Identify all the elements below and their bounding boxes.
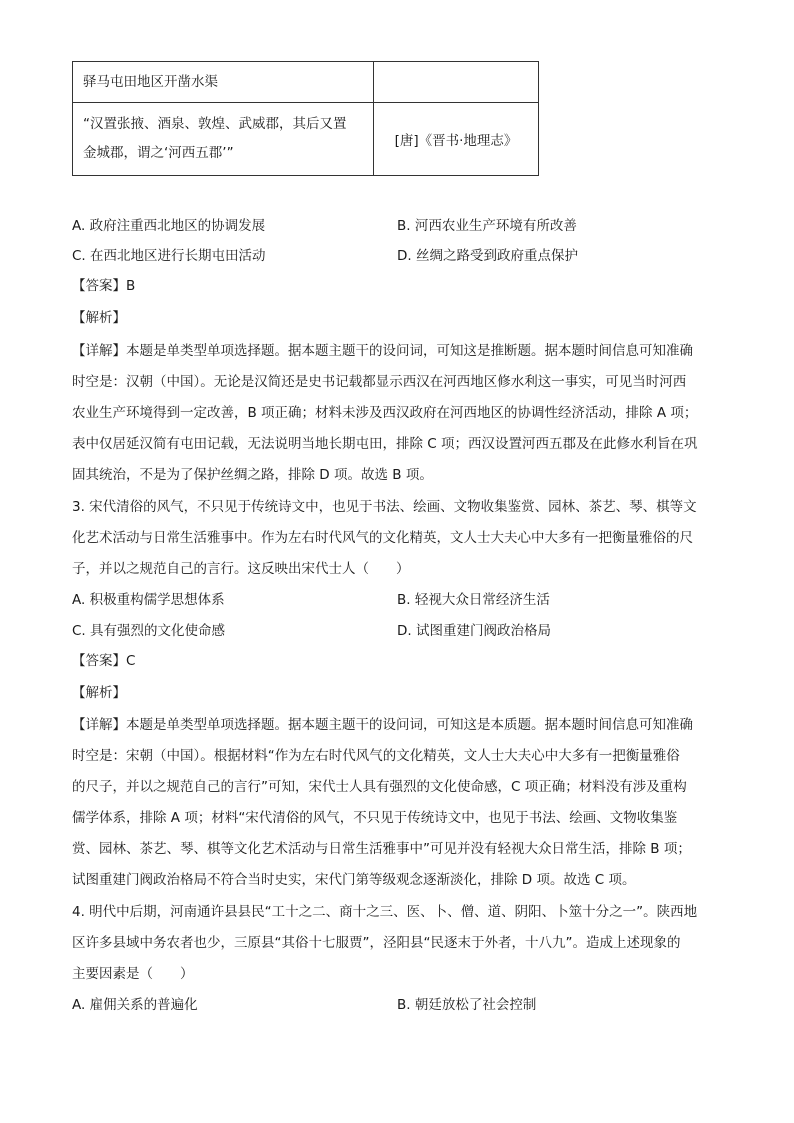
q3-detail-line: 时空是：宋朝（中国）。根据材料“作为左右时代风气的文化精英，文人士大夫心中大多有一把衡量雅俗 [72,748,680,764]
q3-option-b: B. 轻视大众日常经济生活 [397,592,550,608]
q2-option-c: C. 在西北地区进行长期屯田活动 [72,248,266,264]
q3-detail-line: 赏、园林、茶艺、琴、棋等文化艺术活动与日常生活雅事中”可见并没有轻视大众日常生活，排除 B 项； [72,841,691,857]
q3-detail-line: 试图重建门阀政治格局不符合当时史实，宋代门第等级观念逐渐淡化，排除 D 项。故选 C 项。 [72,872,636,888]
table-cell-source [374,62,539,103]
q2-answer: 【答案】B [72,278,136,294]
q2-detail-line: 固其统治，不是为了保护丝绸之路，排除 D 项。故选 B 项。 [72,467,433,483]
q4-option-a: A. 雇佣关系的普遍化 [72,997,198,1013]
q3-option-d: D. 试图重建门阀政治格局 [397,623,551,639]
q2-analysis-label: 【解析】 [72,310,126,326]
table-cell-source: [唐]《晋书·地理志》 [374,103,539,176]
q2-detail-line: 农业生产环境得到一定改善，B 项正确；材料未涉及西汉政府在河西地区的协调性经济活动，排除 A 项； [72,405,698,421]
q3-detail-line: 儒学体系，排除 A 项；材料“宋代清俗的风气，不只见于传统诗文中，也见于书法、绘画、文物收集鉴 [72,810,678,826]
q3-detail-line: 【详解】本题是单类型单项选择题。据本题主题干的设问词，可知这是本质题。据本题时间信息可知准确 [72,717,693,733]
q2-option-a: A. 政府注重西北地区的协调发展 [72,218,266,234]
q2-detail-line: 【详解】本题是单类型单项选择题。据本题主题干的设问词，可知这是推断题。据本题时间信息可知准确 [72,343,693,359]
q2-detail-line: 时空是：汉朝（中国）。无论是汉简还是史书记载都显示西汉在河西地区修水利这一事实，可见当时河西 [72,374,687,390]
q3-analysis-label: 【解析】 [72,685,126,701]
q3-stem-line: 子，并以之规范自己的言行。这反映出宋代士人（ ） [72,561,410,577]
q3-detail-line: 的尺子，并以之规范自己的言行”可知，宋代士人具有强烈的文化使命感，C 项正确；材料没有涉及重构 [72,779,687,795]
q3-stem-line: 化艺术活动与日常生活雅事中。作为左右时代风气的文化精英，文人士大夫心中大多有一把衡量雅俗的尺 [72,530,693,546]
q4-option-b: B. 朝廷放松了社会控制 [397,997,537,1013]
q3-stem-line: 3. 宋代清俗的风气，不只见于传统诗文中，也见于书法、绘画、文物收集鉴赏、园林、茶艺、琴、棋等文 [72,499,697,515]
table-cell-content [73,103,374,176]
q4-stem-line: 区许多县域中务农者也少，三原县“其俗十七服贾”，泾阳县“民逐末于外者，十八九”。造成上述现象的 [72,935,681,951]
source-table [72,61,539,176]
q4-stem-line: 主要因素是（ ） [72,966,194,982]
q2-detail-line: 表中仅居延汉简有屯田记载，无法说明当地长期屯田，排除 C 项；西汉设置河西五郡及在此修水利旨在巩 [72,436,698,452]
q3-answer: 【答案】C [72,653,136,669]
table-row [73,103,539,176]
table-cell-line: 金城郡，谓之‘河西五郡’” [83,145,234,161]
q4-stem-line: 4. 明代中后期，河南通许县县民“工十之二、商十之三、医、卜、僧、道、阴阳、卜筮十分之一”。陕西地 [72,904,698,920]
q2-option-b: B. 河西农业生产环境有所改善 [397,218,577,234]
table-cell-line: “汉置张掖、酒泉、敦煌、武威郡，其后又置 [83,116,347,132]
table-cell-content: 驿马屯田地区开凿水渠 [73,62,374,103]
q3-option-c: C. 具有强烈的文化使命感 [72,623,226,639]
table-row [73,62,539,103]
q3-option-a: A. 积极重构儒学思想体系 [72,592,225,608]
q2-option-d: D. 丝绸之路受到政府重点保护 [397,248,578,264]
